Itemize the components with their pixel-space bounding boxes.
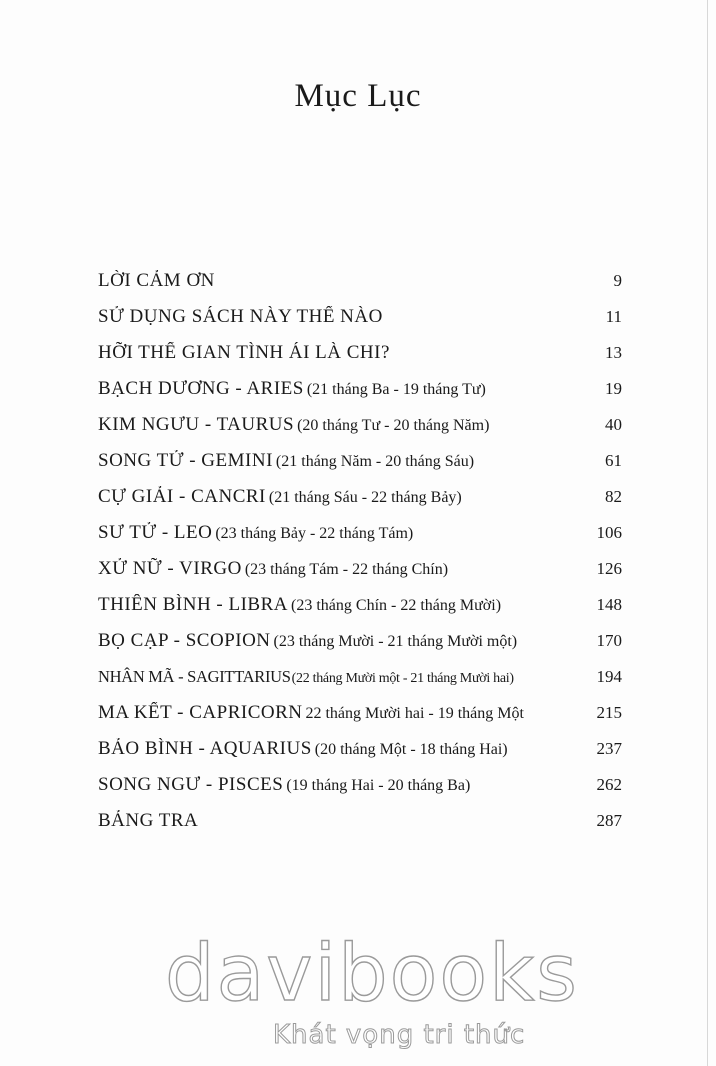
toc-entry-range: (23 tháng Bảy - 22 tháng Tám) — [215, 525, 414, 542]
toc-entry-page: 13 — [605, 343, 622, 362]
toc-row — [98, 263, 622, 299]
page-title: Mục Lục — [294, 78, 422, 114]
toc-entry-page: 262 — [596, 775, 622, 794]
toc-entry-page: 82 — [605, 487, 622, 506]
toc-entry-name: BẠCH DƯƠNG - ARIES — [98, 378, 304, 399]
toc-entry-name: KIM NGƯU - TAURUS — [98, 414, 295, 435]
table-of-contents — [98, 263, 622, 839]
toc-row — [98, 587, 622, 623]
toc-entry-range: (22 tháng Mười một - 21 tháng Mười hai) — [291, 671, 514, 686]
toc-entry — [98, 594, 501, 616]
toc-row — [98, 803, 622, 839]
toc-entry-range: (23 tháng Tám - 22 tháng Chín) — [244, 561, 449, 578]
toc-entry — [98, 486, 462, 508]
page-edge-line — [707, 0, 708, 1066]
toc-entry-name: SỬ DỤNG SÁCH NÀY THẾ NÀO — [98, 306, 383, 327]
toc-entry-name: SONG TỬ - GEMINI — [98, 450, 273, 471]
toc-entry-range: 22 tháng Mười hai - 19 tháng Một — [305, 705, 524, 722]
toc-entry — [98, 702, 524, 724]
toc-entry-name: THIÊN BÌNH - LIBRA — [98, 594, 289, 615]
toc-entry-range: (21 tháng Năm - 20 tháng Sáu) — [275, 453, 475, 470]
toc-entry-page: 148 — [596, 595, 622, 614]
toc-entry-name: HỠI THẾ GIAN TÌNH ÁI LÀ CHI? — [98, 342, 390, 363]
toc-entry — [98, 810, 201, 832]
toc-entry-range: (21 tháng Ba - 19 tháng Tư) — [306, 381, 486, 398]
watermark-slogan: Khát vọng tri thức — [273, 1020, 526, 1050]
toc-entry-name: SƯ TỬ - LEO — [98, 522, 213, 543]
toc-entry — [98, 774, 470, 796]
watermark — [165, 929, 579, 1055]
toc-entry — [98, 270, 218, 292]
toc-entry-name: LỜI CẢM ƠN — [98, 270, 215, 291]
toc-row — [98, 371, 622, 407]
toc-entry-range: (20 tháng Tư - 20 tháng Năm) — [297, 417, 490, 434]
toc-entry-range: (19 tháng Hai - 20 tháng Ba) — [286, 777, 471, 794]
toc-entry-page: 106 — [596, 523, 622, 542]
toc-entry — [98, 738, 508, 760]
toc-entry — [98, 522, 413, 544]
toc-entry-range: (23 tháng Chín - 22 tháng Mười) — [291, 597, 502, 614]
toc-entry — [98, 558, 448, 580]
toc-row — [98, 335, 622, 371]
toc-entry — [98, 306, 386, 328]
watermark-brand: davibooks — [165, 929, 579, 1019]
toc-row — [98, 443, 622, 479]
toc-entry-page: 61 — [605, 451, 622, 470]
toc-entry-name: BẢNG TRA — [98, 810, 199, 831]
toc-entry — [98, 450, 474, 472]
toc-entry-page: 170 — [596, 631, 622, 650]
toc-entry-name: BỌ CẠP - SCOPION — [98, 630, 271, 651]
toc-entry — [98, 667, 514, 687]
toc-entry-range: (23 tháng Mười - 21 tháng Mười một) — [273, 633, 518, 650]
toc-entry-page: 19 — [605, 379, 622, 398]
toc-row — [98, 551, 622, 587]
toc-entry — [98, 414, 489, 436]
toc-row — [98, 299, 622, 335]
toc-row — [98, 515, 622, 551]
toc-entry-range: (20 tháng Một - 18 tháng Hai) — [314, 741, 508, 758]
toc-row — [98, 767, 622, 803]
toc-entry-page: 126 — [596, 559, 622, 578]
toc-entry-page: 40 — [605, 415, 622, 434]
toc-entry-range: (21 tháng Sáu - 22 tháng Bảy) — [268, 489, 462, 506]
toc-entry-page: 237 — [596, 739, 622, 758]
toc-entry-page: 287 — [596, 811, 622, 830]
toc-entry-name: BẢO BÌNH - AQUARIUS — [98, 738, 312, 759]
toc-row — [98, 731, 622, 767]
toc-entry-page: 215 — [596, 703, 622, 722]
toc-entry — [98, 378, 486, 400]
toc-entry-name: SONG NGƯ - PISCES — [98, 774, 284, 795]
toc-entry-page: 11 — [605, 307, 622, 326]
toc-row — [98, 479, 622, 515]
toc-entry-name: MA KẾT - CAPRICORN — [98, 702, 303, 723]
toc-row — [98, 659, 622, 695]
toc-entry — [98, 342, 393, 364]
toc-entry-name: XỬ NỮ - VIRGO — [98, 558, 242, 579]
toc-entry-page: 9 — [613, 271, 622, 290]
toc-entry-name: NHÂN MÃ - SAGITTARIUS — [98, 667, 291, 686]
toc-entry-page: 194 — [596, 667, 622, 686]
toc-row — [98, 623, 622, 659]
toc-entry — [98, 630, 517, 652]
toc-row — [98, 407, 622, 443]
toc-row — [98, 695, 622, 731]
toc-entry-name: CỰ GIẢI - CANCRI — [98, 486, 266, 507]
